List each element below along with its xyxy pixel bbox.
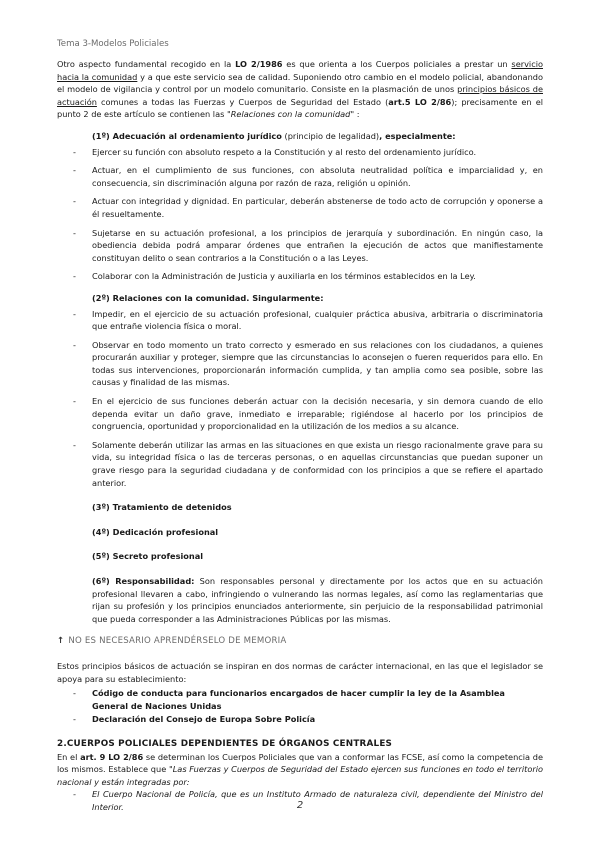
- intro-paragraph: [57, 58, 543, 121]
- law-reference: art. 9 LO 2/86: [80, 751, 144, 762]
- list-item: - Ejercer su función con absoluto respeto a la Constitución y al resto del ordenamiento jurídico.: [57, 146, 543, 159]
- section-1-title: [92, 130, 543, 143]
- list-item: - En el ejercicio de sus funciones deberán actuar con la decisión necesaria, y sin demora cuando de ello dependa evitar un daño grave, inmediato e irreparable; rigiéndose al hacerlo por los principios de congruencia, oportunidad y proporcionalidad en la utilización de los medios a su alcance.: [57, 395, 543, 433]
- section-2-text-2: se determinan los Cuerpos Policiales que van a conformar las FCSE, así como la competencia de los mismos. Establece que: [57, 751, 543, 775]
- intro-text-1: Otro aspecto fundamental recogido en la: [57, 59, 236, 69]
- list-item: - Sujetarse en su actuación profesional, a los principios de jerarquía y subordinación. En ningún caso, la obediencia debida podrá amparar órdenes que entrañen la ejecución de actos que manifiestamente constituyan delito o sean contrarios a la Constitución o a las Leyes.: [57, 227, 543, 265]
- section-1-title-mid: (principio de legalidad): [281, 130, 380, 141]
- list-item: - Observar en todo momento un trato correcto y esmerado en sus relaciones con los ciudadanos, a quienes procurarán auxiliar y proteger, siempre que las circunstancias lo aconsejen o fueren requeridos para ello. En todas sus intervenciones, proporcionarán información cumplida, y tan amplia como sea posible, sobre las causas y finalidad de las mismas.: [57, 339, 543, 389]
- list-item: - Impedir, en el ejercicio de su actuación profesional, cualquier práctica abusiva, arbitraria o discriminatoria que entrañe violencia física o moral.: [57, 308, 543, 333]
- section-5-title: [92, 550, 543, 563]
- section-5-title-text: (5º) Secreto profesional: [92, 551, 204, 562]
- intro-text-5: ); precisamente en el punto 2 de este artículo se contienen las: [57, 96, 544, 120]
- list-item: - Código de conducta para funcionarios encargados de hacer cumplir la ley de la Asamblea General de Naciones Unidas: [57, 687, 543, 712]
- list-item: - Actuar, en el cumplimiento de sus funciones, con absoluta neutralidad política e imparcialidad y, en consecuencia, sin discriminación alguna por razón de raza, religión u opinión.: [57, 164, 543, 189]
- section-heading: 2.CUERPOS POLICIALES DEPENDIENTES DE ÓRGANOS CENTRALES: [57, 738, 393, 749]
- section-6-text: Son responsables personal y directamente por los actos que en su actuación profesional llevaren a cabo, infringiendo o vulnerando las normas legales, así como las reglamentarias que rijan su profesión y los principios enunciados anteriormente, sin perjuicio de la responsabilidad patrimonial que pueda corresponder a las Administraciones Públicas por las mismas.: [92, 576, 543, 624]
- law-reference: LO 2/1986: [235, 59, 283, 69]
- intro-text-3: y a que este servicio sea de calidad. Suponiendo otro cambio en el modelo policial, abandonando el modelo de vigilancia y control por un modelo comunitario. Consiste en la plasmación de unos: [57, 71, 543, 95]
- memory-note: [57, 635, 543, 648]
- quoted-phrase: "Las Fuerzas y Cuerpos de Seguridad del Estado ejercen sus funciones en todo el territorio nacional y están integradas por:: [57, 764, 543, 787]
- international-list: [57, 687, 543, 726]
- arrow-up-icon: ↑: [57, 636, 65, 647]
- section-3-title-text: (3º) Tratamiento de detenidos: [92, 502, 232, 513]
- section-3-title: [92, 501, 543, 514]
- section-4-title: [92, 526, 543, 539]
- underlined-phrase: principios básicos de actuación: [57, 84, 543, 107]
- section-2-paragraph: [57, 751, 543, 789]
- underlined-phrase: servicio hacia la comunidad: [57, 59, 543, 82]
- section-2-list: [57, 308, 543, 490]
- section-6-title: (6º) Responsabilidad:: [92, 576, 195, 586]
- list-item: - Declaración del Consejo de Europa Sobre Policía: [57, 713, 543, 726]
- list-item: - Solamente deberán utilizar las armas en las situaciones en que exista un riesgo racionalmente grave para su vida, su integridad física o las de terceras personas, o en aquellas circunstancias que puedan suponer un grave riesgo para la seguridad ciudadana y de conformidad con los principios a que se refiere el apartado anterior.: [57, 439, 543, 489]
- list-item: - Colaborar con la Administración de Justicia y auxiliarla en los términos establecidos en la Ley.: [57, 270, 543, 283]
- page-number: 2: [296, 800, 304, 811]
- running-header: Tema 3-Modelos Policiales: [57, 39, 169, 49]
- intro-text-4: comunes a todas las Fuerzas y Cuerpos de Seguridad del Estado (: [96, 96, 389, 107]
- international-paragraph: Estos principios básicos de actuación se inspiran en dos normas de carácter internacional, en las que el legislador se apoya para su establecimiento:: [57, 660, 543, 684]
- document-body: [57, 58, 543, 820]
- section-1-title-end: , especialmente:: [379, 130, 456, 141]
- law-reference: art.5 LO 2/86: [388, 96, 452, 107]
- section-6-paragraph: [92, 575, 543, 625]
- intro-text-2: es que orienta a los Cuerpos policiales a prestar un: [282, 59, 512, 69]
- section-4-title-text: (4º) Dedicación profesional: [92, 526, 219, 537]
- section-2-title: [92, 292, 543, 305]
- list-item: - El Cuerpo Nacional de Policía, que es un Instituto Armado de naturaleza civil, dependiente del Ministro del Interior.: [57, 788, 543, 813]
- section-2-title-text: (2º) Relaciones con la comunidad. Singularmente:: [92, 292, 324, 303]
- memory-note-text: NO ES NECESARIO APRENDÉRSELO DE MEMORIA: [68, 636, 287, 647]
- list-item: - Actuar con integridad y dignidad. En particular, deberán abstenerse de todo acto de corrupción y oponerse a él resueltamente.: [57, 195, 543, 220]
- intro-text-6: :: [354, 109, 360, 120]
- section-1-title-bold: (1º) Adecuación al ordenamiento jurídico: [92, 130, 282, 141]
- section-1-list: [57, 146, 543, 283]
- section-2-text-1: En el: [57, 751, 81, 762]
- quoted-phrase: "Relaciones con la comunidad": [226, 109, 355, 120]
